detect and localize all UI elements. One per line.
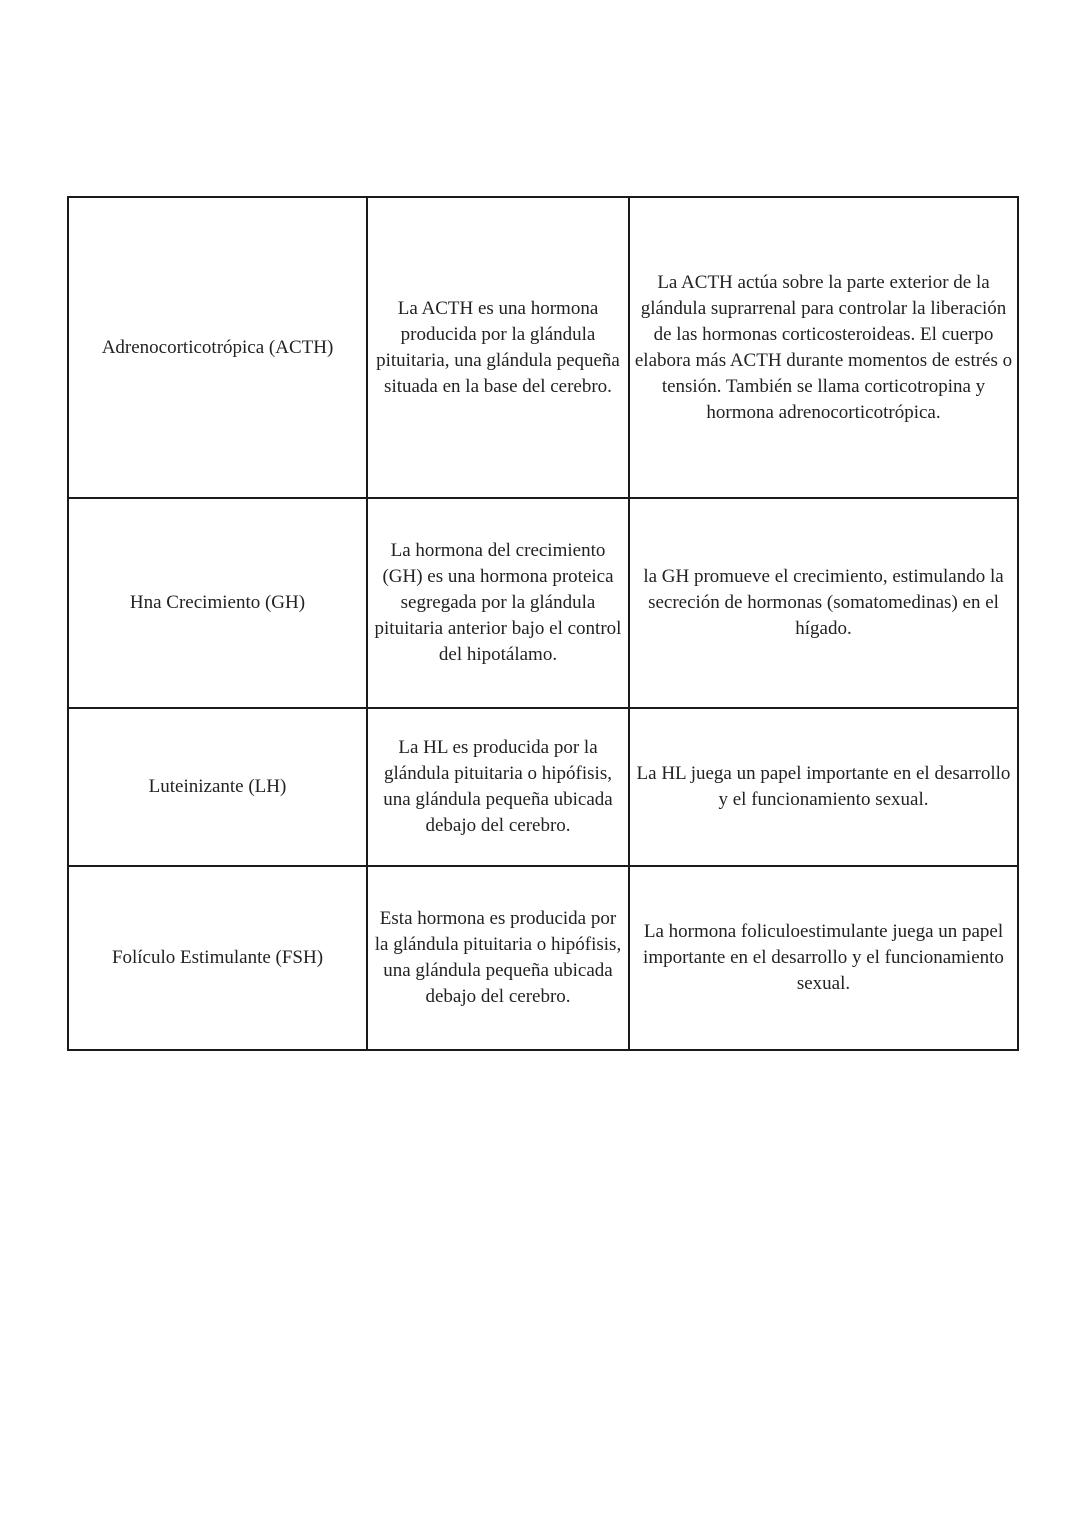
hormone-origin-cell: La HL es producida por la glándula pituitaria o hipófisis, una glándula pequeña ubicada debajo del cerebro. <box>367 708 629 866</box>
hormone-origin-cell: Esta hormona es producida por la glándula pituitaria o hipófisis, una glándula pequeña ubicada debajo del cerebro. <box>367 866 629 1050</box>
table-row-acth <box>68 197 1018 498</box>
hormone-name-cell: Hna Crecimiento (GH) <box>68 498 367 708</box>
hormone-name-cell: Luteinizante (LH) <box>68 708 367 866</box>
hormone-function-cell: La ACTH actúa sobre la parte exterior de la glándula suprarrenal para controlar la liberación de las hormonas corticosteroideas. El cuerpo elabora más ACTH durante momentos de estrés o tensión. También se llama corticotropina y hormona adrenocorticotrópica. <box>629 197 1018 498</box>
hormone-function-cell: La hormona foliculoestimulante juega un papel importante en el desarrollo y el funcionamiento sexual. <box>629 866 1018 1050</box>
table-row-lh <box>68 708 1018 866</box>
hormone-origin-cell: La hormona del crecimiento (GH) es una hormona proteica segregada por la glándula pituitaria anterior bajo el control del hipotálamo. <box>367 498 629 708</box>
hormone-origin-cell: La ACTH es una hormona producida por la glándula pituitaria, una glándula pequeña situada en la base del cerebro. <box>367 197 629 498</box>
hormone-name-cell: Folículo Estimulante (FSH) <box>68 866 367 1050</box>
table-row-fsh <box>68 866 1018 1050</box>
hormone-function-cell: la GH promueve el crecimiento, estimulando la secreción de hormonas (somatomedinas) en el hígado. <box>629 498 1018 708</box>
table-row-gh <box>68 498 1018 708</box>
hormone-table <box>67 196 1019 1051</box>
hormone-name-cell: Adrenocorticotrópica (ACTH) <box>68 197 367 498</box>
hormone-function-cell: La HL juega un papel importante en el desarrollo y el funcionamiento sexual. <box>629 708 1018 866</box>
